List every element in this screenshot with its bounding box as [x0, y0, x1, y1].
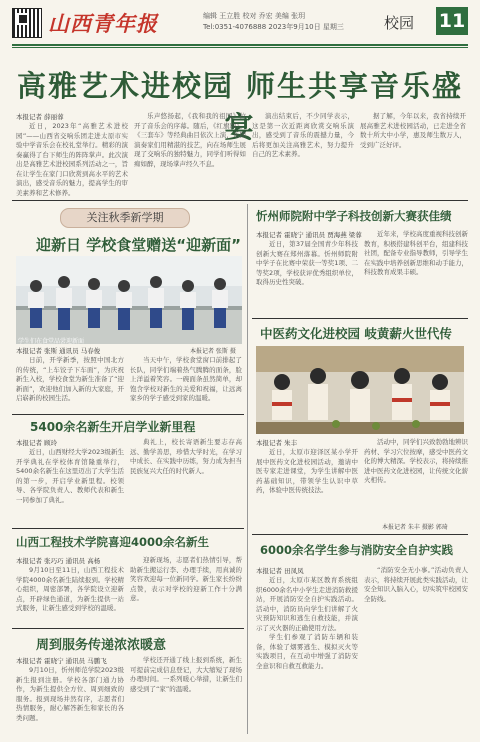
canteen-col-2: 当天中午，学校食堂窗口前排起了长队，同学们端着热气腾腾的面条，脸上洋溢着笑容。一碗面条虽然简单，却饱含学校对新生的关爱和祝福，让远离家乡的学子感受到家的温暖。: [130, 356, 242, 402]
lead-headline: 高雅艺术进校园 师生共享音乐盛宴: [16, 69, 464, 144]
page-number: 11: [436, 7, 468, 35]
scitech-col-2: 近年来，学校高度重视科技创新教育，积极搭建科创平台，组建科技社团，配备专业指导教师，引导学生在实践中培养创新思维和动手能力，科技教育成果丰硕。: [364, 230, 468, 276]
divider: [252, 318, 468, 319]
section-tag: 关注秋季新学期: [60, 208, 190, 228]
service-byline: 本报记者 霍晓宁 通讯员 马鹏飞: [16, 657, 107, 665]
divider: [12, 414, 244, 415]
tcm-photo-graphic: [256, 346, 464, 434]
canteen-photo-credit: 本报记者 张斯 摄: [190, 348, 236, 355]
divider: [252, 534, 468, 535]
column-divider: [247, 204, 248, 734]
engineering-col-2: 迎新现场，志愿者们热情引导，帮助新生搬运行李、办理手续，用真诚的笑容欢迎每一位新同学。新生家长纷纷点赞，表示对学校的迎新工作十分满意。: [130, 556, 242, 602]
divider: [12, 200, 468, 201]
page-header: [0, 0, 480, 50]
divider: [12, 528, 244, 529]
canteen-photo-caption: 学生们在食堂品尝迎新面: [18, 338, 85, 345]
canteen-col-1: 日前，开学新季，按照中国北方的传统，“上车饺子下车面”，为庆祝新生入校，学校食堂为新生准备了“迎新面”，欢迎他们加入新的大家庭，开启崭新的校园生活。: [16, 356, 124, 402]
admission-byline: 本报记者 顾玲: [16, 439, 58, 447]
canteen-headline: 迎新日 学校食堂赠送“迎新面”: [36, 236, 241, 254]
service-headline: 周到服务传递浓浓暖意: [36, 638, 167, 653]
scitech-byline: 本报记者 霍晓宁 通讯员 贾海燕 梁蓉: [256, 231, 362, 239]
fire-col-2: “消防安全无小事。”活动负责人表示，将持续开展此类实践活动，让安全知识入脑入心，切实筑牢校园安全防线。: [364, 566, 468, 603]
admission-headline: 5400余名新生开启学业新里程: [30, 420, 196, 434]
lead-col-1: 近日，2023年“高雅艺术进校园”——山西省交响乐团走进太原市实验中学音乐会在校礼堂举行。精彩的演奏赢得了台下师生的阵阵掌声。此次演出是高雅艺术进校园系列活动之一，旨在让学生在家门口欣赏到高水平的艺术演出，感受音乐的魅力，提高学生的审美素养和艺术修养。: [16, 122, 128, 196]
lead-col-4: 据了解，今年以来，我省持续开展高雅艺术进校园活动，已走进全省数十所大中小学，惠及师生数万人，受到广泛好评。: [360, 112, 466, 149]
section-name: 校园: [384, 14, 415, 32]
fire-col-1: 近日，太原市某区教育系统组织6000余名中小学生走进消防救援站，开展消防安全自护实践活动。活动中，消防员向学生们讲解了火灾预防知识和逃生自救技能，并演示了灭火器的正确使用方法。 学生们参观了消防车辆和装备，体验了烟雾逃生、模拟灭火等实践项目，在互动中增强了消防安全意识和自救互救能力。: [256, 576, 358, 670]
canteen-photo-graphic: [16, 256, 242, 344]
lead-col-2: 乐声悠扬起，《我和我的祖国》拉开了音乐会的序幕。随后，《红旗颂》、《三套车》等经典曲目依次上演，乐团演奏家们用精湛的技艺，向在场师生展现了交响乐的独特魅力，同学们听得如痴如醉，现场掌声经久不息。: [134, 112, 246, 168]
header-info: [203, 11, 344, 33]
service-col-1: 9月10日，忻州师范学院2023级新生报到注册。学校各部门通力协作，为新生提供全方位、周到细致的服务。报到现场井然有序，志愿者们热情服务，耐心解答新生和家长的各类问题。: [16, 666, 124, 722]
newspaper-logo: 山西青年报: [48, 11, 158, 36]
tcm-headline: 中医药文化进校园 岐黄薪火世代传: [260, 326, 452, 341]
scitech-col-1: 近日，第37届全国青少年科技创新大赛在郑州落幕。忻州师院附中学子在比赛中荣获一等奖1项、二等奖2项，学校获评优秀组织单位，取得历史性突破。: [256, 240, 358, 286]
divider: [12, 628, 244, 629]
header-editors: 编辑 王立胜 校对 乔宏 美编 张玥: [203, 12, 306, 20]
tcm-byline: 本报记者 朱丰: [256, 439, 298, 447]
lead-col-3: 演出结束后，不少同学表示，这是第一次近距离欣赏交响乐演出，感受到了音乐的震撼力量，今后将更加关注高雅艺术，努力提升自己的艺术素养。: [252, 112, 354, 158]
service-col-2: 学校还开通了线上报到系统，新生可提前完成信息登记，大大缩短了现场办理时间。一系列暖心举措，让新生们感受到了“家”的温暖。: [130, 656, 242, 693]
tcm-col-1: 近日，太原市迎泽区某小学开展中医药文化进校园活动，邀请中医专家走进课堂，为学生讲解中医药基础知识，带领学生认识中草药，体验中医传统技法。: [256, 448, 358, 494]
engineering-byline: 本报记者 张巧巧 通讯员 高杨: [16, 557, 101, 565]
tcm-col-2: 活动中，同学们兴致勃勃地辨识药材、学习穴位按摩，感受中医药文化的博大精深。学校表示，将持续推进中医药文化进校园，让传统文化薪火相传。: [364, 438, 468, 484]
scitech-headline: 忻州师院附中学子科技创新大赛获佳绩: [256, 209, 452, 223]
qr-code-icon[interactable]: [12, 8, 42, 38]
admission-col-2: 典礼上，校长寄语新生要志存高远、勤学善思，珍惜大学时光，在学习中成长、在实践中历练，努力成为担当民族复兴大任的时代新人。: [130, 438, 242, 475]
fire-headline: 6000余名学生参与消防安全自护实践: [260, 543, 454, 557]
lead-byline: 本报记者 薛丽蓉: [16, 113, 64, 121]
header-rule-thin: [12, 47, 468, 48]
engineering-headline: 山西工程技术学院喜迎4000余名新生: [16, 535, 210, 549]
admission-col-1: 近日，山西财经大学2023级新生开学典礼在学校体育馆隆重举行，5400余名新生在这里迈出了大学生活的第一步，开启学业新里程。校领导、各学院负责人、教师代表和新生一同参加了典礼。: [16, 448, 124, 504]
fire-byline: 本报记者 田凤凤: [256, 567, 304, 575]
canteen-photo: [16, 256, 242, 344]
canteen-byline: 本报记者 张斯 通讯员 马春俊: [16, 347, 101, 355]
tcm-photo: [256, 346, 464, 434]
header-rule: [12, 44, 468, 46]
tcm-photo-credit: 本报记者 朱丰 摄影 郭琦: [382, 524, 448, 531]
engineering-col-1: 9月10日至11日，山西工程技术学院4000余名新生陆续报到。学校精心组织，周密部署，各学院设立迎新点，开辟绿色通道，为新生提供一站式服务，让新生感受到学校的温暖。: [16, 566, 124, 612]
header-date: Tel:0351-4076888 2023年9月10日 星期三: [203, 23, 344, 31]
